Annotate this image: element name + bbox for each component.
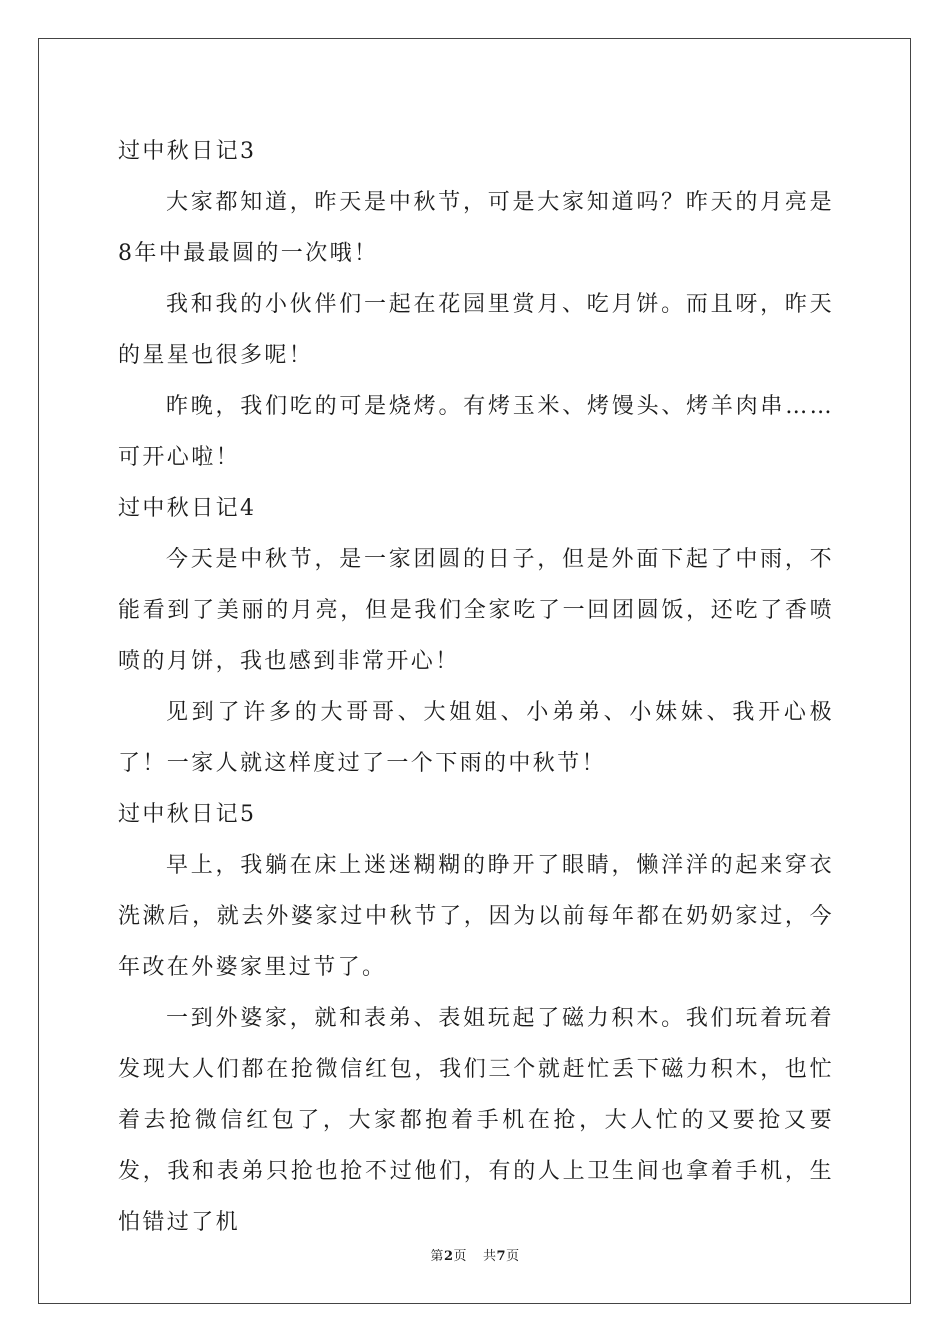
paragraph: 我和我的小伙伴们一起在花园里赏月、吃月饼。而且呀，昨天的星星也很多呢！ [118,292,834,368]
section-title: 过中秋日记4 [118,496,257,521]
page-prefix: 第 [430,1249,444,1264]
page-suffix: 页 [453,1249,467,1264]
document-body [118,126,834,1248]
paragraph: 一到外婆家，就和表弟、表姐玩起了磁力积木。我们玩着玩着发现大人们都在抢微信红包，我们三个就赶忙丢下磁力积木，也忙着去抢微信红包了，大家都抱着手机在抢，大人忙的又要抢又要发，我和表弟只抢也抢不过他们，有的人上卫生间也拿着手机，生怕错过了机 [118,1006,834,1235]
paragraph: 大家都知道，昨天是中秋节，可是大家知道吗？昨天的月亮是8年中最最圆的一次哦！ [118,190,834,266]
page-footer [0,1247,950,1267]
total-suffix: 页 [506,1249,520,1264]
paragraph: 昨晚，我们吃的可是烧烤。有烤玉米、烤馒头、烤羊肉串……可开心啦！ [118,394,834,470]
total-pages: 7 [496,1249,507,1264]
section-title: 过中秋日记5 [118,802,257,827]
paragraph: 见到了许多的大哥哥、大姐姐、小弟弟、小妹妹、我开心极了！一家人就这样度过了一个下雨的中秋节！ [118,700,834,776]
page-number: 2 [443,1249,454,1264]
paragraph: 早上，我躺在床上迷迷糊糊的睁开了眼睛，懒洋洋的起来穿衣洗漱后，就去外婆家过中秋节了，因为以前每年都在奶奶家过，今年改在外婆家里过节了。 [118,853,834,980]
paragraph: 今天是中秋节，是一家团圆的日子，但是外面下起了中雨，不能看到了美丽的月亮，但是我们全家吃了一回团圆饭，还吃了香喷喷的月饼，我也感到非常开心！ [118,547,834,674]
section-title: 过中秋日记3 [118,139,257,164]
total-prefix: 共 [483,1249,497,1264]
